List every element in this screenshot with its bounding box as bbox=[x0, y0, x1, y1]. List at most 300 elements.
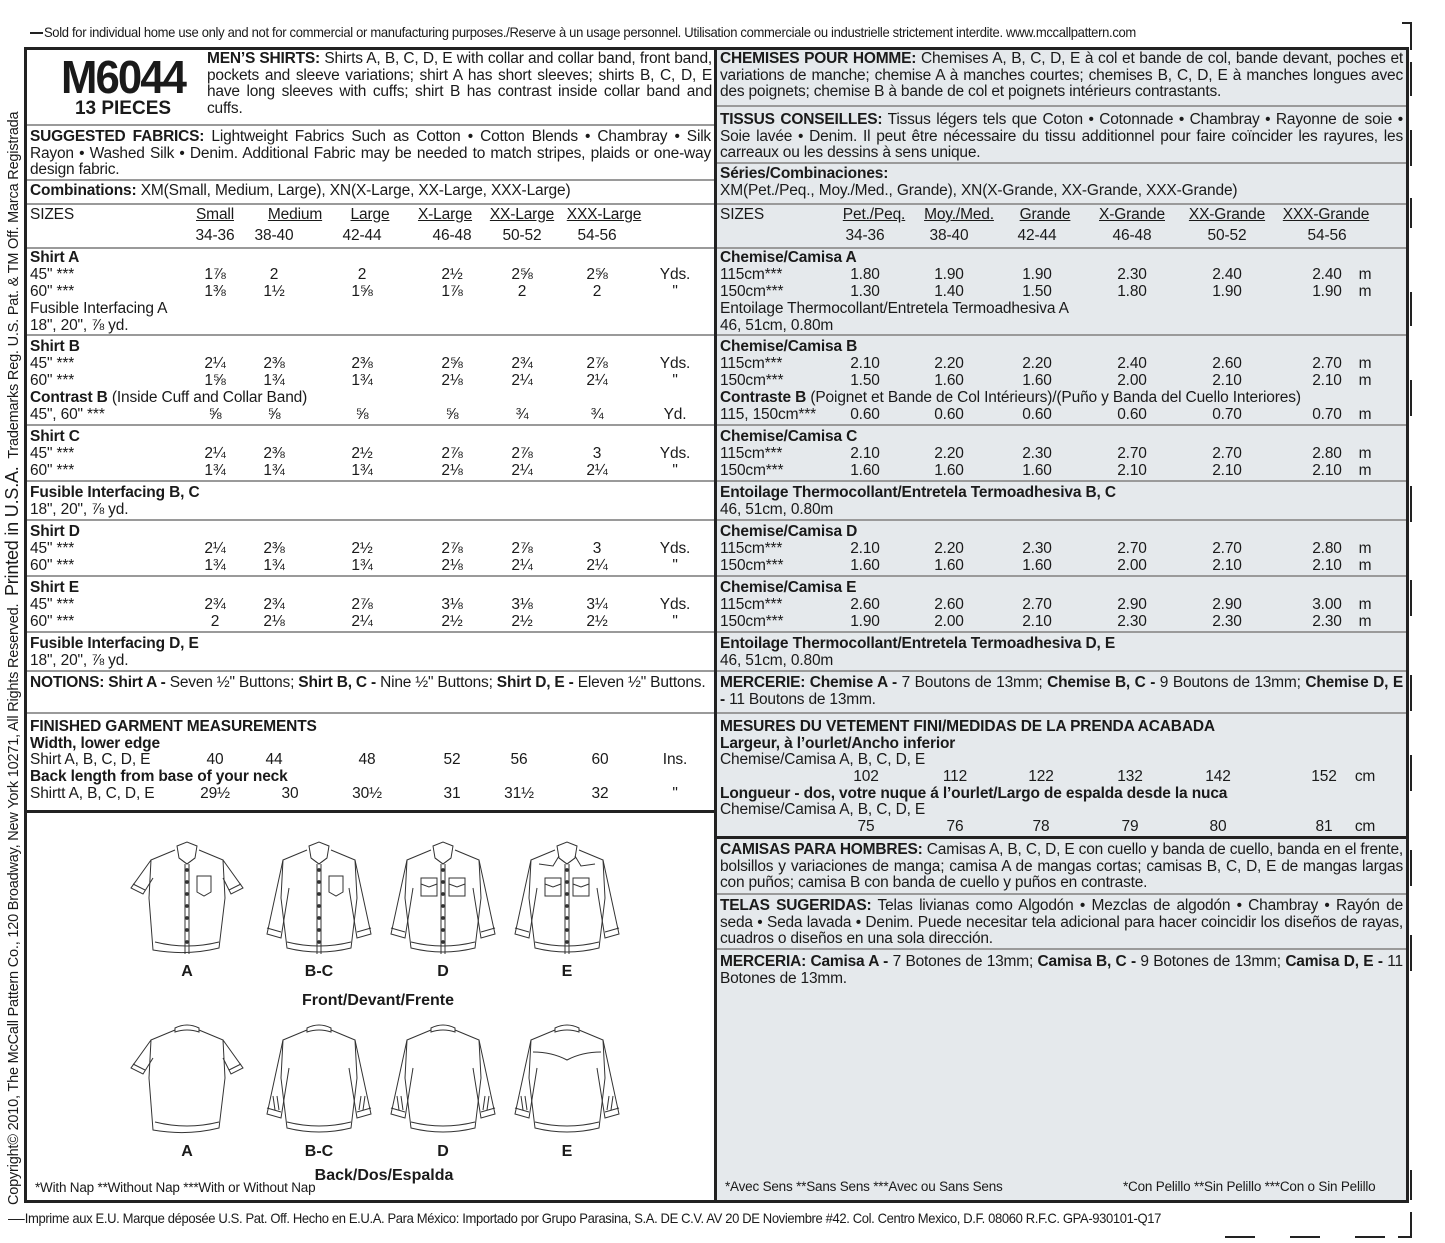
row-value: 2.10 bbox=[850, 540, 880, 557]
row-value: 2.10 bbox=[1312, 557, 1342, 574]
description-en-title: MEN’S SHIRTS: bbox=[207, 50, 321, 67]
row-value: 1¾ bbox=[351, 462, 373, 479]
row-value: 2.10 bbox=[1117, 462, 1147, 479]
fabrics-fr-title: TISSUS CONSEILLES: bbox=[720, 111, 883, 128]
row-value: ¾ bbox=[590, 406, 604, 423]
size-name: Medium bbox=[267, 206, 323, 223]
interfacing-line: 18", 20", ⅞ yd. bbox=[30, 317, 129, 334]
cut-mark-bottom bbox=[1398, 1236, 1412, 1238]
size-chest: 50-52 bbox=[502, 227, 542, 244]
nap-note-fr: *Avec Sens **Sans Sens ***Avec ou Sans Sens bbox=[725, 1179, 1003, 1194]
row-value: 2.70 bbox=[1212, 540, 1242, 557]
row-value: 2¼ bbox=[586, 557, 608, 574]
row-value: 31 bbox=[443, 785, 461, 802]
row-unit: " bbox=[672, 372, 678, 389]
pattern-number: M6044 bbox=[60, 51, 186, 103]
interfacing-line: 46, 51cm, 0.80m bbox=[720, 317, 834, 334]
row-value: 2.10 bbox=[1022, 613, 1052, 630]
yardage-group-title: Fusible Interfacing D, E bbox=[30, 635, 199, 652]
length-unit: cm bbox=[1354, 818, 1376, 835]
row-value: 1.90 bbox=[1212, 283, 1242, 300]
description-es-text: Camisas A, B, C, D, E con cuello y banda de cuello, banda en el frente, bolsillos y variaciones de manga; camisa A de mangas cortas; camisas B, C, D, E de mangas largas con puños; camisa B con banda de cuello y puños en contraste. bbox=[720, 841, 1403, 892]
view-label-e: E bbox=[561, 963, 573, 980]
row-value: 2.70 bbox=[1117, 540, 1147, 557]
row-value: 2.90 bbox=[1212, 596, 1242, 613]
row-label: 115cm*** bbox=[720, 540, 783, 557]
row-value: 1¾ bbox=[351, 557, 373, 574]
description-en-text: Shirts A, B, C, D, E with collar and collar band, front band, pockets and sleeve variations; shirt A has short sleeves; shirts B, C, D, E have long sleeves with cuffs; shirt B has contrast inside collar band and cuffs. bbox=[207, 50, 713, 118]
row-value: 2 bbox=[517, 283, 527, 300]
row-label: 150cm*** bbox=[720, 283, 784, 300]
row-value: 2½ bbox=[586, 613, 608, 630]
row-value: 2¼ bbox=[204, 355, 226, 372]
row-unit: Yd. bbox=[663, 406, 687, 423]
size-name: X-Large bbox=[417, 206, 473, 223]
row-value: 2.60 bbox=[1212, 355, 1242, 372]
yardage-group-title: Shirt C bbox=[30, 428, 80, 445]
row-value: 0.60 bbox=[934, 406, 964, 423]
mercerie-part: MERCERIE: bbox=[720, 674, 806, 691]
cut-mark-bottom bbox=[1355, 1236, 1385, 1238]
row-label: 115, 150cm*** bbox=[720, 406, 816, 423]
description-es-title: CAMISAS PARA HOMBRES: bbox=[720, 841, 923, 858]
row-value: 2.30 bbox=[1212, 613, 1242, 630]
row-value: 3⅛ bbox=[511, 596, 533, 613]
row-unit: m bbox=[1358, 372, 1372, 389]
fabrics-fr-text: Tissus légers tels que Coton • Cotonnade • Chambray • Rayonne de soie • Soie lavée • Denim. Il peut être nécessaire du tissu additionnel pour faire coïncider les rayures, les carreaux ou les dessins à sens unique. bbox=[720, 111, 1403, 162]
width-value: 142 bbox=[1205, 768, 1231, 785]
row-value: 1⅝ bbox=[351, 283, 373, 300]
mercerie-part: 9 Boutons de 13mm; bbox=[1155, 674, 1301, 691]
size-chest: 42-44 bbox=[342, 227, 382, 244]
row-unit: m bbox=[1358, 557, 1372, 574]
row-value: 1.60 bbox=[850, 557, 880, 574]
row-value: 1¾ bbox=[263, 372, 285, 389]
size-name: XX-Large bbox=[489, 206, 555, 223]
size-chest: 46-48 bbox=[1112, 227, 1152, 244]
row-value: 3.00 bbox=[1312, 596, 1342, 613]
row-label: 115cm*** bbox=[720, 445, 783, 462]
row-value: 2⅛ bbox=[263, 613, 285, 630]
row-value: 1.60 bbox=[934, 557, 964, 574]
row-value: 2¼ bbox=[511, 557, 533, 574]
nap-note-en: *With Nap **Without Nap ***With or Without Nap bbox=[35, 1180, 316, 1195]
copyright-text: Copyright© 2010, The McCall Pattern Co., 120 Broadway, New York 10271, All Rights Reserved. bbox=[6, 603, 22, 1205]
row-unit: " bbox=[672, 785, 678, 802]
row-value: 2.00 bbox=[1117, 372, 1147, 389]
row-value: 2¾ bbox=[263, 596, 285, 613]
row-value: 2.70 bbox=[1312, 355, 1342, 372]
row-value: 1¾ bbox=[263, 462, 285, 479]
row-value: 2.10 bbox=[850, 445, 880, 462]
notions-part: NOTIONS: bbox=[30, 674, 105, 691]
merceria-es-title: MERCERIA: bbox=[720, 953, 807, 970]
yardage-group-title: Shirt D bbox=[30, 523, 80, 540]
row-value: 2½ bbox=[511, 613, 533, 630]
view-label-a: A bbox=[181, 1143, 193, 1160]
yardage-group-title: Shirt E bbox=[30, 579, 79, 596]
row-value: 2¼ bbox=[204, 445, 226, 462]
size-chest: 54-56 bbox=[577, 227, 617, 244]
row-value: 1.60 bbox=[934, 372, 964, 389]
row-value: 2⅜ bbox=[351, 355, 373, 372]
row-value: 2⅞ bbox=[441, 445, 463, 462]
yardage-group-title: Chemise/Camisa E bbox=[720, 579, 857, 596]
row-unit: m bbox=[1358, 540, 1372, 557]
size-name: XXX-Large bbox=[566, 206, 642, 223]
length-value: 81 bbox=[1315, 818, 1333, 835]
row-unit: m bbox=[1358, 613, 1372, 630]
row-value: 3¼ bbox=[586, 596, 608, 613]
width-value: 152 bbox=[1311, 768, 1337, 785]
row-value: 2¼ bbox=[351, 613, 373, 630]
size-chest: 38-40 bbox=[254, 227, 294, 244]
row-value: 1.80 bbox=[850, 266, 880, 283]
row-value: 2⅞ bbox=[586, 355, 608, 372]
row-unit: m bbox=[1358, 406, 1372, 423]
row-value: 2.20 bbox=[934, 355, 964, 372]
cut-mark-bottom bbox=[1225, 1236, 1255, 1238]
printed-in-text: Printed in U.S.A. bbox=[2, 466, 22, 597]
cut-mark-right bbox=[1410, 850, 1412, 886]
row-value: 2.60 bbox=[934, 596, 964, 613]
row-label: 115cm*** bbox=[720, 596, 783, 613]
fabrics-en-text: Lightweight Fabrics Such as Cotton • Cotton Blends • Chambray • Silk Rayon • Washed Silk • Denim. Additional Fabric may be needed to match stripes, plaids or one-way design fabric. bbox=[30, 128, 711, 179]
row-unit: m bbox=[1358, 266, 1372, 283]
size-name: Moy./Med. bbox=[924, 206, 994, 223]
combinations-fr-title: Séries/Combinaciones: bbox=[720, 165, 889, 182]
cut-mark-right bbox=[1410, 380, 1412, 416]
merceria-es-bc-label: Camisa B, C - bbox=[1033, 953, 1136, 970]
row-value: 48 bbox=[358, 751, 376, 768]
row-value: 0.60 bbox=[1117, 406, 1147, 423]
row-value: 2.10 bbox=[1312, 372, 1342, 389]
cut-mark-right bbox=[1410, 22, 1412, 50]
row-value: 2½ bbox=[441, 266, 463, 283]
row-value: 1⅞ bbox=[441, 283, 463, 300]
front-view-label: Front/Devant/Frente bbox=[301, 992, 455, 1009]
row-label: 45" *** bbox=[30, 355, 75, 372]
width-unit: cm bbox=[1354, 768, 1376, 785]
row-value: 2.00 bbox=[934, 613, 964, 630]
cut-mark-right bbox=[1410, 130, 1412, 166]
row-value: 2 bbox=[210, 613, 220, 630]
row-value: 2⅝ bbox=[441, 355, 463, 372]
row-value: 29½ bbox=[200, 785, 230, 802]
row-value: 2⅝ bbox=[511, 266, 533, 283]
mercerie-part: Chemise A - bbox=[805, 674, 898, 691]
row-value: 2⅞ bbox=[441, 540, 463, 557]
row-unit: m bbox=[1358, 445, 1372, 462]
length-title: Longueur - dos, votre nuque á l’ourlet/Largo de espalda desde la nuca bbox=[720, 785, 1228, 802]
size-name: X-Grande bbox=[1099, 206, 1165, 223]
row-value: ⅝ bbox=[208, 406, 222, 423]
row-label: 150cm*** bbox=[720, 557, 784, 574]
row-value: 2⅞ bbox=[511, 540, 533, 557]
row-unit: " bbox=[672, 613, 678, 630]
description-fr-title: CHEMISES POUR HOMME: bbox=[720, 50, 917, 67]
cut-mark-right bbox=[1410, 935, 1412, 971]
yardage-group-title: Fusible Interfacing B, C bbox=[30, 484, 200, 501]
row-label: 60" *** bbox=[30, 283, 75, 300]
row-label: 45", 60" *** bbox=[30, 406, 105, 423]
trademark-text: Trademarks Reg. U.S. Pat. & TM Off. Marca Registrada bbox=[6, 111, 22, 459]
row-value: 2.10 bbox=[1212, 557, 1242, 574]
width-value: 102 bbox=[853, 768, 879, 785]
page-frame bbox=[24, 47, 1409, 1203]
row-value: 2 bbox=[592, 283, 602, 300]
row-value: 2¼ bbox=[586, 372, 608, 389]
contrast-note: (Inside Cuff and Collar Band) bbox=[107, 389, 308, 406]
row-label: 115cm*** bbox=[720, 266, 783, 283]
cut-mark-right bbox=[1410, 198, 1412, 228]
length-value: 76 bbox=[946, 818, 964, 835]
width-title: Largeur, à l’ourlet/Ancho inferior bbox=[720, 735, 956, 752]
row-label: 150cm*** bbox=[720, 462, 784, 479]
row-value: 1⅜ bbox=[204, 283, 226, 300]
yardage-group-title: Shirt B bbox=[30, 338, 80, 355]
row-value: 52 bbox=[443, 751, 461, 768]
row-value: 2 bbox=[357, 266, 367, 283]
cut-mark-right bbox=[1410, 755, 1412, 791]
row-value: 1.60 bbox=[850, 462, 880, 479]
cut-mark-right bbox=[1410, 1212, 1412, 1238]
combinations-en-text: XM(Small, Medium, Large), XN(X-Large, XX-Large, XXX-Large) bbox=[136, 182, 571, 199]
size-name: Pet./Peq. bbox=[842, 206, 906, 223]
row-value: ⅝ bbox=[445, 406, 459, 423]
notions-part: Nine ½" Buttons; bbox=[376, 674, 493, 691]
cut-mark-right bbox=[1410, 1170, 1412, 1200]
view-label-b-c: B-C bbox=[304, 963, 334, 980]
merceria-es-a-label: Camisa A - bbox=[806, 953, 889, 970]
size-name: XX-Grande bbox=[1188, 206, 1266, 223]
row-unit: m bbox=[1358, 355, 1372, 372]
row-value: 1.60 bbox=[934, 462, 964, 479]
row-value: 2⅜ bbox=[263, 540, 285, 557]
size-name: XXX-Grande bbox=[1282, 206, 1370, 223]
merceria-es-de: 11 Botones de 13mm. bbox=[720, 953, 1403, 987]
row-value: 0.60 bbox=[1022, 406, 1052, 423]
width-value: 132 bbox=[1117, 768, 1143, 785]
row-value: 2⅛ bbox=[441, 462, 463, 479]
merceria-es-a: 7 Botones de 13mm; bbox=[888, 953, 1034, 970]
legal-notice-top bbox=[30, 23, 1313, 41]
row-value: 2.20 bbox=[1022, 355, 1052, 372]
row-value: 3⅛ bbox=[441, 596, 463, 613]
combinations-en-title: Combinations: bbox=[30, 182, 137, 199]
row-value: 2⅛ bbox=[441, 372, 463, 389]
row-value: 2.90 bbox=[1117, 596, 1147, 613]
row-value: 2⅛ bbox=[441, 557, 463, 574]
row-value: 44 bbox=[265, 751, 283, 768]
row-value: 1¾ bbox=[204, 462, 226, 479]
yardage-line: 18", 20", ⅞ yd. bbox=[30, 652, 129, 669]
row-value: 2½ bbox=[441, 613, 463, 630]
row-value: 2.30 bbox=[1022, 540, 1052, 557]
row-value: 2.80 bbox=[1312, 445, 1342, 462]
row-unit: m bbox=[1358, 462, 1372, 479]
yardage-group-title: Chemise/Camisa A bbox=[720, 249, 857, 266]
row-value: 56 bbox=[510, 751, 528, 768]
row-value: 2¼ bbox=[511, 462, 533, 479]
row-value: 2⅝ bbox=[586, 266, 608, 283]
sizes-label: SIZES bbox=[720, 206, 765, 223]
interfacing-title: Fusible Interfacing A bbox=[30, 300, 168, 317]
row-value: 3 bbox=[592, 445, 602, 462]
nap-note-es: *Con Pelillo **Sin Pelillo ***Con o Sin Pelillo bbox=[1123, 1179, 1376, 1194]
mercerie-part: 7 Boutons de 13mm; bbox=[897, 674, 1043, 691]
legal-notice-side bbox=[1, 40, 23, 1205]
row-value: 2¼ bbox=[204, 540, 226, 557]
row-value: 1.60 bbox=[1022, 372, 1052, 389]
row-value: 2.00 bbox=[1117, 557, 1147, 574]
row-label: 150cm*** bbox=[720, 372, 784, 389]
row-value: 1⅞ bbox=[204, 266, 226, 283]
notions-part: Eleven ½" Buttons. bbox=[573, 674, 706, 691]
notions-part: Shirt A - bbox=[104, 674, 166, 691]
description-fr-text: Chemises A, B, C, D, E à col et bande de col, bande devant, poches et variations de manche; chemise A à manches courtes; chemises B, C, D, E à manches longues avec des poignets; chemise B à bande de col et poignets intérieurs contrastants. bbox=[720, 50, 1403, 101]
size-chest: 50-52 bbox=[1207, 227, 1247, 244]
row-value: 1.80 bbox=[1117, 283, 1147, 300]
row-unit: Yds. bbox=[659, 355, 691, 372]
row-value: 1.90 bbox=[934, 266, 964, 283]
sizes-label: SIZES bbox=[30, 206, 75, 223]
size-name: Small bbox=[195, 206, 235, 223]
cut-mark-bottom bbox=[1290, 1236, 1320, 1238]
row-value: 1.50 bbox=[850, 372, 880, 389]
row-unit: " bbox=[672, 283, 678, 300]
mercerie-part: Chemise B, C - bbox=[1042, 674, 1156, 691]
width-title: Width, lower edge bbox=[30, 735, 160, 752]
view-label-a: A bbox=[181, 963, 193, 980]
row-value: 60 bbox=[591, 751, 609, 768]
row-value: 3 bbox=[592, 540, 602, 557]
row-unit: Yds. bbox=[659, 540, 691, 557]
mercerie-part: 11 Boutons de 13mm. bbox=[724, 690, 876, 708]
mercerie-part: Chemise D, E - bbox=[720, 674, 1403, 708]
row-unit: m bbox=[1358, 596, 1372, 613]
length-title: Back length from base of your neck bbox=[30, 768, 288, 785]
size-chest: 46-48 bbox=[432, 227, 472, 244]
row-value: 1⅝ bbox=[204, 372, 226, 389]
row-value: 2.70 bbox=[1022, 596, 1052, 613]
row-value: 1.90 bbox=[1312, 283, 1342, 300]
cut-mark-right bbox=[1410, 292, 1412, 326]
size-chest: 38-40 bbox=[929, 227, 969, 244]
merceria-es-bc: 9 Botones de 13mm; bbox=[1135, 953, 1281, 970]
length-value: 79 bbox=[1121, 818, 1139, 835]
row-value: 30 bbox=[281, 785, 299, 802]
row-value: 1.60 bbox=[1022, 557, 1052, 574]
row-value: 2.10 bbox=[850, 355, 880, 372]
row-value: 2.40 bbox=[1117, 355, 1147, 372]
row-value: ⅝ bbox=[355, 406, 369, 423]
row-value: 0.70 bbox=[1312, 406, 1342, 423]
row-value: 2¼ bbox=[511, 372, 533, 389]
row-label: 45" *** bbox=[30, 445, 75, 462]
row-value: 1.30 bbox=[850, 283, 880, 300]
row-value: 2.10 bbox=[1212, 462, 1242, 479]
cut-mark-right bbox=[1410, 62, 1412, 96]
legal-notice-top-text: Sold for individual home use only and not for commercial or manufacturing purposes./Reserve à un usage personnel. Utilisation commerciale ou industrielle strictement interdite. www.mccallpattern.com bbox=[43, 24, 1136, 40]
size-chest: 54-56 bbox=[1307, 227, 1347, 244]
row-value: 2.10 bbox=[1212, 372, 1242, 389]
back-view-label: Back/Dos/Espalda bbox=[314, 1167, 454, 1184]
row-value: ¾ bbox=[515, 406, 529, 423]
view-label-d: D bbox=[437, 963, 449, 980]
row-value: 1¾ bbox=[204, 557, 226, 574]
row-value: 2⅞ bbox=[511, 445, 533, 462]
row-value: 2.80 bbox=[1312, 540, 1342, 557]
row-label: 60" *** bbox=[30, 557, 75, 574]
row-unit: m bbox=[1358, 283, 1372, 300]
fabrics-es-title: TELAS SUGERIDAS: bbox=[720, 897, 872, 914]
row-value: 2.30 bbox=[1117, 613, 1147, 630]
row-label: 60" *** bbox=[30, 372, 75, 389]
row-value: 2⅞ bbox=[351, 596, 373, 613]
yardage-line: 18", 20", ⅞ yd. bbox=[30, 501, 129, 518]
yardage-group-title: Entoilage Thermocollant/Entretela Termoadhesiva D, E bbox=[720, 635, 1116, 652]
yardage-line: 46, 51cm, 0.80m bbox=[720, 501, 834, 518]
cut-mark-right bbox=[1410, 580, 1412, 616]
row-value: 2.30 bbox=[1117, 266, 1147, 283]
row-value: 31½ bbox=[504, 785, 534, 802]
row-value: 2.30 bbox=[1312, 613, 1342, 630]
merceria-es-de-label: Camisa D, E - bbox=[1280, 953, 1383, 970]
yardage-line: 46, 51cm, 0.80m bbox=[720, 652, 834, 669]
width-value: 122 bbox=[1028, 768, 1054, 785]
row-label: 45" *** bbox=[30, 266, 75, 283]
contrast-title-bold: Contraste B bbox=[720, 389, 807, 406]
row-value: 2¼ bbox=[586, 462, 608, 479]
row-value: 1¾ bbox=[351, 372, 373, 389]
cut-mark-right bbox=[1410, 486, 1412, 522]
row-value: 2.20 bbox=[934, 540, 964, 557]
row-unit: " bbox=[672, 462, 678, 479]
row-label: 45" *** bbox=[30, 596, 75, 613]
length-value: 78 bbox=[1032, 818, 1050, 835]
row-unit: Yds. bbox=[659, 266, 691, 283]
row-value: 2.70 bbox=[1212, 445, 1242, 462]
row-value: 2.40 bbox=[1312, 266, 1342, 283]
row-value: 2¾ bbox=[204, 596, 226, 613]
size-chest: 34-36 bbox=[195, 227, 235, 244]
fabrics-es-text: Telas livianas como Algodón • Mezclas de algodón • Chambray • Rayón de seda • Seda lavada • Denim. Puede necesitar tela adicional para hacer coincidir los diseños de rayas, cuadros o diseños en una sola dirección. bbox=[720, 897, 1403, 948]
contrast-note: (Poignet et Bande de Col Intérieurs)/(Puño y Banda del Cuello Interiores) bbox=[806, 389, 1301, 406]
row-label: 115cm*** bbox=[720, 355, 783, 372]
row-value: 2⅜ bbox=[263, 445, 285, 462]
length-value: 80 bbox=[1209, 818, 1227, 835]
view-label-d: D bbox=[437, 1143, 449, 1160]
row-label: 60" *** bbox=[30, 462, 75, 479]
row-value: 30½ bbox=[352, 785, 382, 802]
row-unit: Yds. bbox=[659, 445, 691, 462]
length-label: Chemise/Camisa A, B, C, D, E bbox=[720, 801, 926, 818]
row-value: 1.90 bbox=[1022, 266, 1052, 283]
yardage-group-title: Chemise/Camisa C bbox=[720, 428, 858, 445]
notions-part: Seven ½" Buttons; bbox=[165, 674, 295, 691]
yardage-group-title: Chemise/Camisa D bbox=[720, 523, 858, 540]
row-value: 2.30 bbox=[1022, 445, 1052, 462]
size-chest: 42-44 bbox=[1017, 227, 1057, 244]
row-label: Shirt A, B, C, D, E bbox=[30, 751, 151, 768]
row-value: 1.60 bbox=[1022, 462, 1052, 479]
row-value: 40 bbox=[206, 751, 224, 768]
row-label: 60" *** bbox=[30, 613, 75, 630]
row-value: 0.70 bbox=[1212, 406, 1242, 423]
view-label-b-c: B-C bbox=[304, 1143, 334, 1160]
notions-part: Shirt B, C - bbox=[294, 674, 376, 691]
